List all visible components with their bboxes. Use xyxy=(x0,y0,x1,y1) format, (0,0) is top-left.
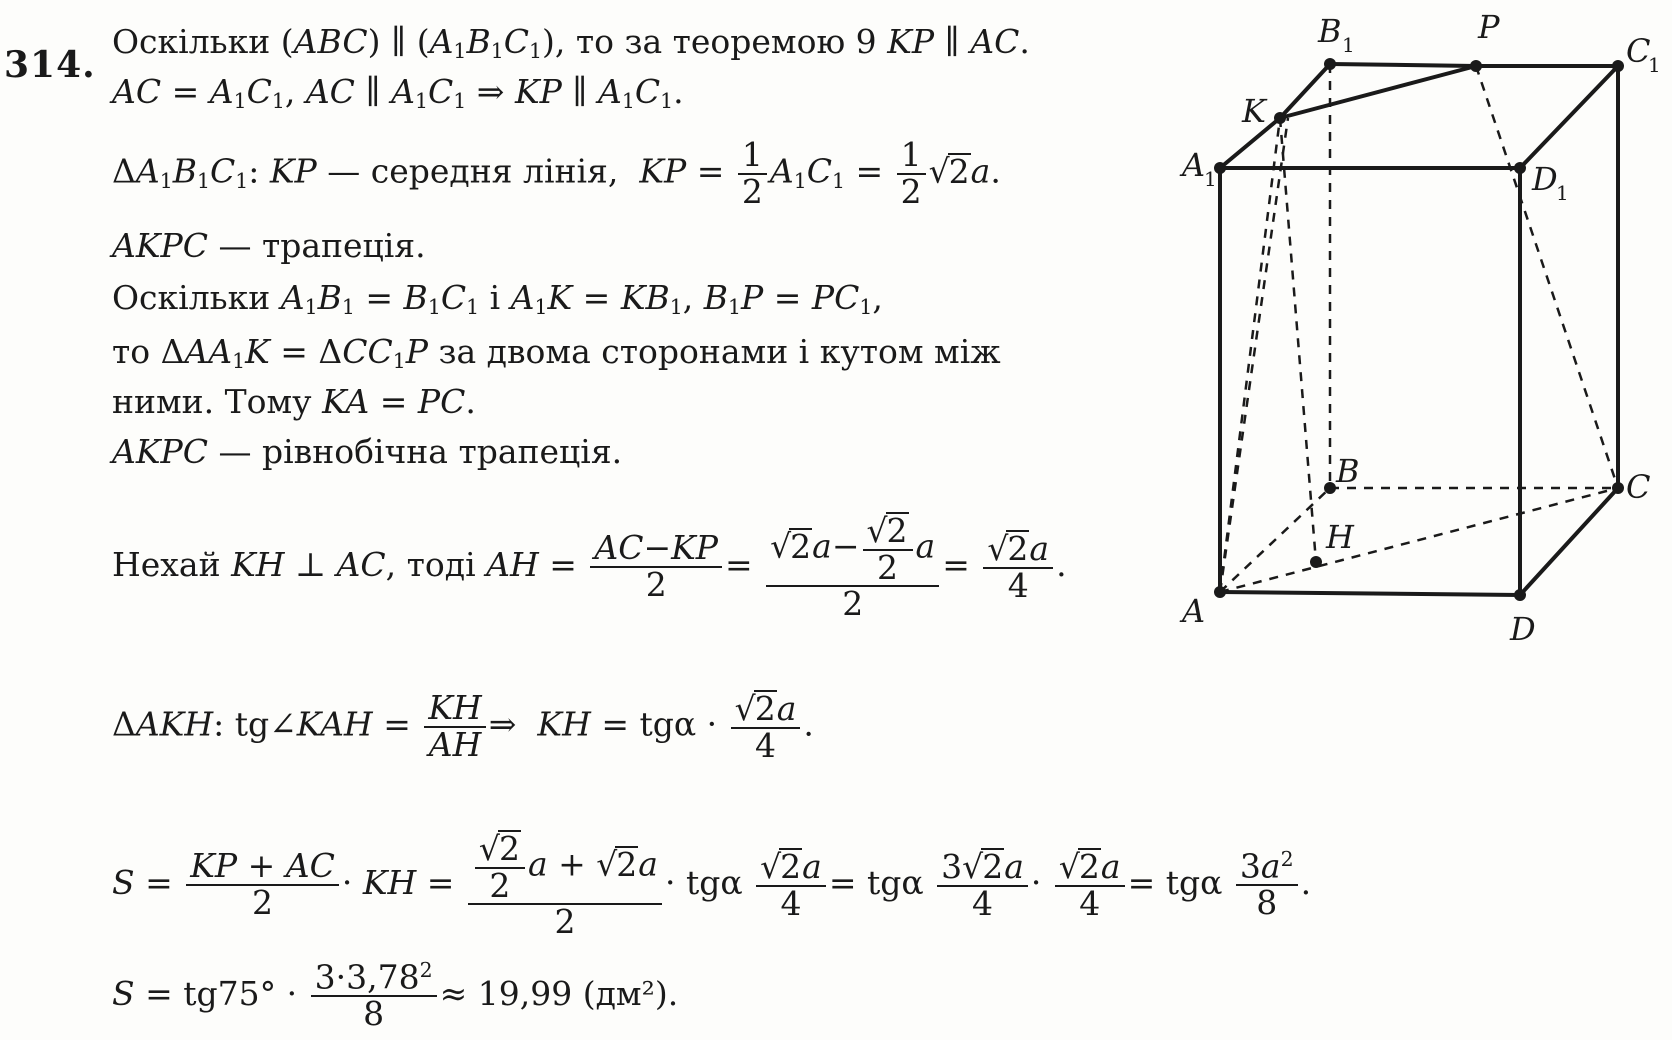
fraction-ah-1: $\frac{AC-KP}{2}$ xyxy=(590,531,722,602)
fraction-s-4: $\frac{3√2a}{4}$ xyxy=(937,848,1028,921)
fraction-ah-3: $\frac{√2a}{4}$ xyxy=(983,530,1053,603)
svg-text:1: 1 xyxy=(1648,53,1661,77)
svg-text:C: C xyxy=(1626,32,1651,70)
edge-p-b1 xyxy=(1330,64,1476,66)
fraction-half-1: $\frac{1}{2}$ xyxy=(738,138,767,209)
edge-a-d xyxy=(1220,592,1520,595)
solid-edges xyxy=(1220,64,1618,595)
line-7: ними. Тому KA = PC. xyxy=(112,382,476,421)
svg-text:H: H xyxy=(1326,518,1354,556)
line-4: AKPC — трапеція. xyxy=(112,226,426,265)
text-midline: — середня лінія, xyxy=(327,151,619,191)
line-8: AKPC — рівнобічна трапеція. xyxy=(112,432,623,471)
fraction-kh-result: $\frac{√2a}{4}$ xyxy=(731,690,801,763)
problem-number: 314. xyxy=(4,44,96,86)
hidden-edges xyxy=(1220,64,1618,592)
fraction-s-2: $\frac{√2}{2}$ a + √2a 2 xyxy=(468,830,662,940)
line-2: AC = $A_1C_1$, AC ∥ $A_1C_1$ ⇒ KP ∥ $A_1C_1$. xyxy=(112,72,684,114)
edge-a-k2 xyxy=(1220,118,1288,592)
vertex-labels xyxy=(1179,8,1661,648)
edge-d-c xyxy=(1520,488,1618,595)
fraction-s-1: $\frac{KP + AC}{2}$ xyxy=(186,849,339,920)
svg-text:D: D xyxy=(1510,610,1536,648)
svg-text:B: B xyxy=(1336,452,1360,490)
svg-text:K: K xyxy=(1242,92,1266,130)
svg-text:B: B xyxy=(1318,12,1342,50)
text-then-comma: , тоді xyxy=(385,544,476,584)
text-them-therefore: ними. Тому xyxy=(112,382,312,421)
line-3: $\Delta A_1B_1C_1$: KP — середня лінія, KP = $\frac{1}{2}$ $A_1C_1$ = $\frac{1}{2}$ √2a. xyxy=(112,135,1001,211)
fraction-kh-ah: $\frac{KH}{AH}$ xyxy=(424,691,485,762)
text-since-1: Оскільки xyxy=(112,22,271,61)
edge-k-p xyxy=(1280,66,1476,118)
edge-p-c xyxy=(1476,66,1618,488)
text-trapezoid: — трапеція. xyxy=(218,226,426,265)
line-1: Оскільки (ABC) ∥ $(A_1B_1C_1)$, то за теоремою 9 KP ∥ AC. xyxy=(112,22,1030,64)
edge-a-c xyxy=(1220,488,1618,592)
text-by-two-sides: за двома сторонами і кутом між xyxy=(438,332,1001,371)
prism-figure xyxy=(1170,0,1670,660)
fraction-s-6: $\frac{3a^2}{8}$ xyxy=(1236,849,1298,921)
text-let: Нехай xyxy=(112,544,221,584)
line-11: S = $\frac{KP + AC}{2}$ · KH = $\frac{√2}{2}$ a + √2a 2 · tgα $\frac{√2a}{4}$ = tgα $\frac{3√2a}{4}$ · $\frac{√2a}{4}$ = tgα $\frac{3a^2}{8}$ . xyxy=(112,829,1312,942)
line-9: Нехай KH ⊥ AC, тоді AH = $\frac{AC-KP}{2}$ = √2a− $\frac{√2}{2}$ a 2 = $\frac{√2a}{4}$ . xyxy=(112,511,1067,624)
line-12: S = tg75° · $\frac{3\cdot 3,78^2}{8}$ ≈ 19,99 (дм²). xyxy=(112,957,679,1033)
text-since-2: Оскільки xyxy=(112,278,271,317)
fraction-final: $\frac{3\cdot 3,78^2}{8}$ xyxy=(311,960,437,1032)
svg-text:1: 1 xyxy=(1204,167,1217,191)
fraction-s-5: $\frac{√2a}{4}$ xyxy=(1055,848,1125,921)
units: (дм²). xyxy=(582,973,679,1013)
svg-text:1: 1 xyxy=(1342,33,1355,57)
approx-value: ≈ 19,99 xyxy=(439,973,573,1013)
svg-text:1: 1 xyxy=(1556,181,1569,205)
text-then: то xyxy=(112,332,151,371)
text-then-theorem: , то за теоремою 9 xyxy=(554,22,877,61)
svg-text:A: A xyxy=(1182,146,1206,184)
fraction-ah-2: √2a− $\frac{√2}{2}$ a 2 xyxy=(766,512,939,622)
svg-text:P: P xyxy=(1478,8,1500,46)
svg-text:D: D xyxy=(1532,160,1558,198)
edge-k-h xyxy=(1280,118,1316,562)
text-and: і xyxy=(489,278,501,317)
svg-text:A: A xyxy=(1182,592,1206,630)
text-isosceles-trapezoid: — рівнобічна трапеція. xyxy=(218,432,623,471)
line-6: то $\Delta AA_1K = \Delta CC_1P$ за двома сторонами і кутом між xyxy=(112,332,1001,374)
line-5: Оскільки $A_1B_1 = B_1C_1$ і $A_1K = KB_1$, $B_1P = PC_1$, xyxy=(112,278,883,320)
line-10: ΔAKH: tg∠KAH = $\frac{KH}{AH}$ ⇒ KH = tgα · $\frac{√2a}{4}$ . xyxy=(112,688,814,765)
fraction-half-2: $\frac{1}{2}$ xyxy=(897,138,926,209)
svg-text:C: C xyxy=(1626,468,1651,506)
points xyxy=(1214,58,1624,601)
fraction-s-3: $\frac{√2a}{4}$ xyxy=(756,848,826,921)
edge-d1-c1 xyxy=(1520,66,1618,168)
